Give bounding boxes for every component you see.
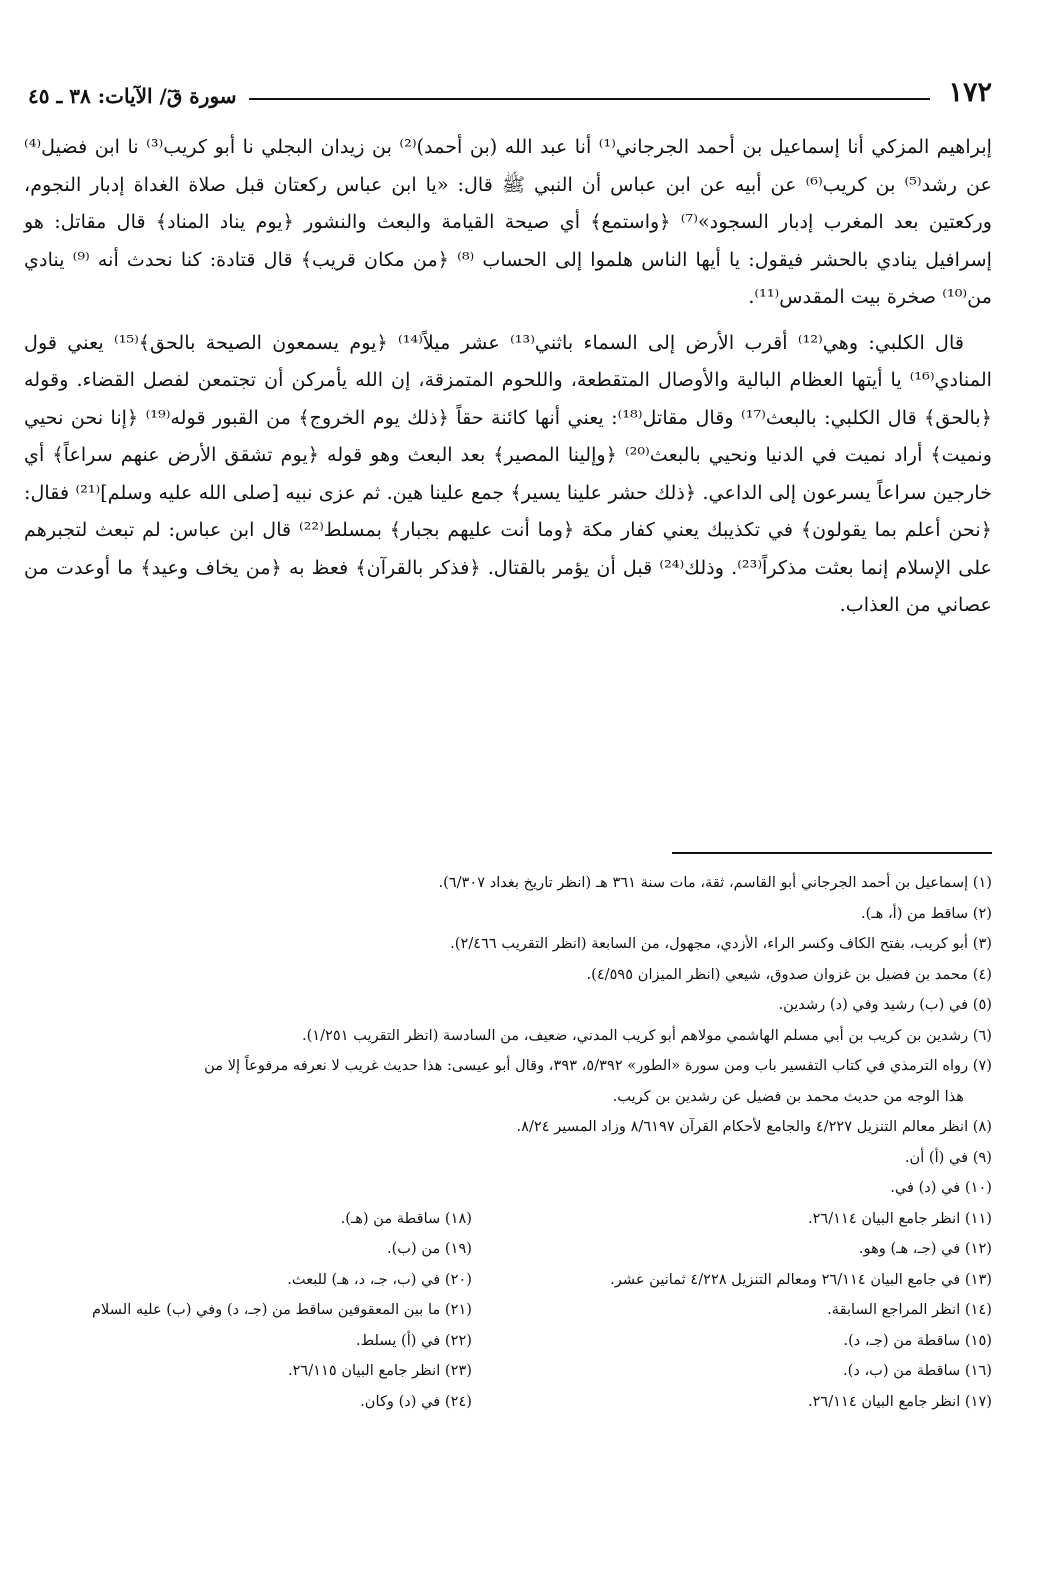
paragraph: إبراهيم المزكي أنا إسماعيل بن أحمد الجرجاني⁽¹⁾ أنا عبد الله (بن أحمد)⁽²⁾ بن زيدان البجلي نا أبو كريب⁽³⁾ نا ابن فضيل⁽⁴⁾ عن رشد⁽⁵⁾ بن كريب⁽⁶⁾ عن أبيه عن ابن عباس أن النبي ﷺ قال: «يا ابن عباس ركعتان قبل صلاة الغداة إدبار النجوم، وركعتين بعد المغرب إدبار السجود»⁽⁷⁾ ﴿واستمع﴾ أي صيحة القيامة والبعث والنشور ﴿يوم يناد المناد﴾ قال مقاتل: هو إسرافيل ينادي بالحشر فيقول: يا أيها الناس هلموا إلى الحساب ⁽⁸⁾ ﴿من مكان قريب﴾ قال قتادة: كنا نحدث أنه ⁽⁹⁾ ينادي من⁽¹⁰⁾ صخرة بيت المقدس⁽¹¹⁾. [24, 135, 993, 308]
surah-title: سورة قٓ/ الآيات: ٣٨ ـ ٤٥ [28, 84, 237, 108]
main-text [24, 128, 992, 624]
footnote: (١١) انظر جامع البيان ٢٦/١١٤. [807, 1209, 992, 1227]
footnote-column-right [492, 1173, 992, 1417]
footnote-columns [20, 1173, 992, 1417]
header-divider [249, 98, 931, 100]
footnote: (٥) في (ب) رشيد وفي (د) رشدين. [778, 996, 992, 1013]
footnote: (١٥) ساقطة من (جـ، د). [843, 1331, 992, 1349]
footnote: (١٤) انظر المراجع السابقة. [827, 1301, 992, 1318]
page-header [28, 70, 992, 110]
footnote: (٦) رشدين بن كريب بن أبي مسلم الهاشمي مولاهم أبو كريب المدني، ضعيف، من السادسة (انظر التقريب ١/٢٥١). [301, 1026, 992, 1044]
footnote: (٧) رواه الترمذي في كتاب التفسير باب ومن سورة «الطور» ٥/٣٩٢، ٣٩٣، وقال أبو عيسى: هذا حديث غريب لا نعرفه مرفوعاً إلا من [204, 1057, 992, 1074]
footnote: (٢٤) في (د) وكان. [360, 1392, 472, 1410]
footnote: (٢٣) انظر جامع البيان ٢٦/١١٥. [287, 1362, 472, 1379]
footnote-continuation: هذا الوجه من حديث محمد بن فضيل عن رشدين بن كريب. [612, 1087, 964, 1105]
paragraph: قال الكلبي: وهي⁽¹²⁾ أقرب الأرض إلى السماء باثني⁽¹³⁾ عشر ميلاً⁽¹⁴⁾ ﴿يوم يسمعون الصيحة بالحق﴾⁽¹⁵⁾ يعني قول المنادي⁽¹⁶⁾ يا أيتها العظام البالية والأوصال المتقطعة، واللحوم المتمزقة، إن الله يأمركن أن تجتمعن لفصل القضاء. وقوله ﴿بالحق﴾ قال الكلبي: بالبعث⁽¹⁷⁾ وقال مقاتل⁽¹⁸⁾: يعني أنها كائنة حقاً ﴿ذلك يوم الخروج﴾ من القبور قوله⁽¹⁹⁾ ﴿إنا نحن نحيي ونميت﴾ أراد نميت في الدنيا ونحيي بالبعث⁽²⁰⁾ ﴿وإلينا المصير﴾ بعد البعث وهو قوله ﴿يوم تشقق الأرض عنهم سراعاً﴾ أي خارجين سراعاً يسرعون إلى الداعي. ﴿ذلك حشر علينا يسير﴾ جمع علينا هين. ثم عزى نبيه [صلى الله عليه وسلم]⁽²¹⁾ فقال: ﴿نحن أعلم بما يقولون﴾ في تكذيبك يعني كفار مكة ﴿وما أنت عليهم بجبار﴾ بمسلط⁽²²⁾ قال ابن عباس: لم تبعث لتجبرهم على الإسلام إنما بعثت مذكراً⁽²³⁾. وذلك⁽²⁴⁾ قبل أن يؤمر بالقتال. ﴿فذكر بالقرآن﴾ فعظ به ﴿من يخاف وعيد﴾ ما أوعدت من عصاني من العذاب. [24, 330, 992, 616]
footnote: (١٩) من (ب). [386, 1240, 472, 1257]
footnote-divider [672, 852, 992, 854]
footnote: (٤) محمد بن فضيل بن غزوان صدوق، شيعي (انظر الميزان ٤/٥٩٥). [586, 965, 992, 983]
footnote: (٢١) ما بين المعقوفين ساقط من (جـ، د) وفي (ب) عليه السلام [91, 1301, 472, 1318]
footnote: (١٧) انظر جامع البيان ٢٦/١١٤. [807, 1392, 992, 1410]
footnote: (٩) في (أ) أن. [904, 1148, 992, 1166]
page-number: ١٧٢ [948, 77, 992, 108]
footnote: (٢٠) في (ب، جـ، د، هـ) للبعث. [287, 1270, 472, 1288]
footnote: (٢) ساقط من (أ، هـ). [861, 904, 992, 922]
footnotes [20, 868, 992, 1417]
footnote: (١٣) في جامع البيان ٢٦/١١٤ ومعالم التنزيل ٤/٢٢٨ ثمانين عشر. [610, 1270, 992, 1288]
footnote: (١٨) ساقطة من (هـ). [340, 1209, 472, 1227]
footnote: (١٠) في (د) في. [890, 1179, 992, 1196]
footnote: (٢٢) في (أ) يسلط. [356, 1331, 472, 1349]
footnote: (١) إسماعيل بن أحمد الجرجاني أبو القاسم، ثقة، مات سنة ٣٦١ هـ (انظر تاريخ بغداد ٦/٣٠٧). [438, 874, 992, 891]
footnote: (٨) انظر معالم التنزيل ٤/٢٢٧ والجامع لأحكام القرآن ٨/٦١٩٧ وزاد المسير ٨/٢٤. [516, 1118, 992, 1135]
footnote-column-left [20, 1173, 492, 1417]
footnote: (١٢) في (جـ، هـ) وهو. [858, 1240, 992, 1257]
footnote: (٣) أبو كريب، بفتح الكاف وكسر الراء، الأزدي، مجهول، من السابعة (انظر التقريب ٢/٤٦٦). [450, 935, 992, 952]
footnote: (١٦) ساقطة من (ب، د). [843, 1362, 992, 1379]
